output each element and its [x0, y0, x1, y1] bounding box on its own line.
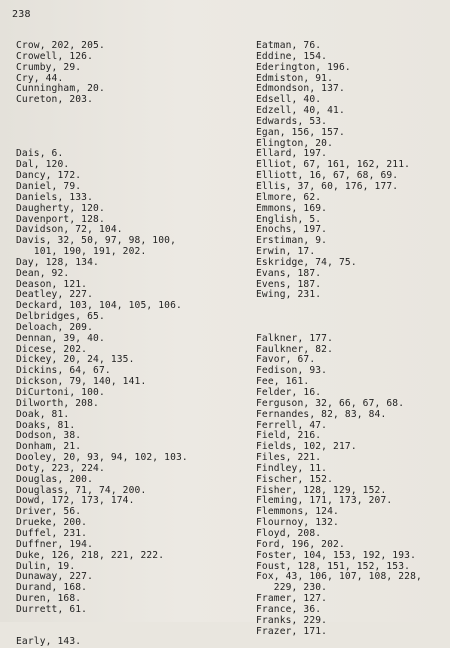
index-entry: Evens, 187. — [256, 278, 322, 290]
index-entry: Ford, 196, 202. — [256, 538, 345, 550]
index-entry: Daniel, 79. — [16, 180, 82, 192]
index-entry: Edmiston, 91. — [256, 72, 334, 84]
index-entry: Durand, 168. — [16, 582, 88, 594]
index-entry: Flournoy, 132. — [256, 517, 339, 529]
index-entry: Falkner, 177. — [256, 332, 334, 344]
index-entry: Cunningham, 20. — [16, 83, 105, 95]
index-entry: Doty, 223, 224. — [16, 462, 105, 474]
index-entry: Duffner, 194. — [16, 538, 94, 550]
index-entry: Davidson, 72, 104. — [16, 224, 123, 236]
index-entry: Cry, 44. — [16, 72, 64, 84]
index-entry: Duffel, 231. — [16, 527, 88, 539]
index-entry: Dulin, 19. — [16, 560, 76, 572]
index-entry: Crowell, 126. — [16, 50, 94, 62]
index-entry: 101, 190, 191, 202. — [16, 246, 147, 258]
index-entry: Evans, 187. — [256, 267, 322, 279]
index-entry: Erstiman, 9. — [256, 235, 328, 247]
blank-line — [16, 106, 188, 117]
index-entry: Dean, 92. — [16, 267, 70, 279]
index-entry: Elington, 20. — [256, 137, 334, 149]
index-entry: Fischer, 152. — [256, 473, 334, 485]
index-entry: Elliott, 16, 67, 68, 69. — [256, 170, 399, 182]
index-entry: Edmondson, 137. — [256, 83, 345, 95]
blank-line — [16, 627, 188, 638]
index-entry: Faulkner, 82. — [256, 343, 334, 355]
index-entry: Ferguson, 32, 66, 67, 68. — [256, 397, 405, 409]
blank-line — [256, 301, 422, 312]
index-entry: Files, 221. — [256, 452, 322, 464]
index-entry: Donham, 21. — [16, 441, 82, 453]
index-entry: Early, 143. — [16, 636, 82, 648]
index-entry: Ederington, 196. — [256, 61, 351, 73]
index-entry: Framer, 127. — [256, 593, 328, 605]
index-entry: Durrett, 61. — [16, 603, 88, 615]
index-entry: Fee, 161. — [256, 376, 310, 388]
index-entry: DiCurtoni, 100. — [16, 387, 105, 398]
index-entry: Dicese, 202. — [16, 343, 88, 355]
index-entry: Dickins, 64, 67. — [16, 365, 111, 377]
index-entry: Foster, 104, 153, 192, 193. — [256, 549, 416, 561]
index-entry: Fields, 102, 217. — [256, 441, 357, 453]
index-entry: Day, 128, 134. — [16, 256, 99, 268]
index-entry: Edzell, 40, 41. — [256, 105, 345, 117]
index-entry: Fedison, 93. — [256, 365, 328, 377]
index-entry: Ellis, 37, 60, 176, 177. — [256, 180, 399, 192]
index-entry: Edwards, 53. — [256, 115, 328, 127]
index-entry: Dickson, 79, 140, 141. — [16, 376, 147, 388]
index-entry: Enochs, 197. — [256, 224, 328, 236]
blank-line — [16, 616, 188, 627]
index-entry: Ferrell, 47. — [256, 419, 328, 431]
index-column-left — [16, 41, 188, 648]
index-entry: Doak, 81. — [16, 408, 70, 420]
index-entry: Delbridges, 65. — [16, 311, 105, 323]
index-entry: France, 36. — [256, 603, 322, 615]
index-entry: Eatman, 76. — [256, 40, 322, 51]
index-entry: Dennan, 39, 40. — [16, 332, 105, 344]
index-entry: Dunaway, 227. — [16, 571, 94, 583]
index-entry: Daugherty, 120. — [16, 202, 105, 214]
index-entry: Deckard, 103, 104, 105, 106. — [16, 300, 182, 312]
index-entry: Dickey, 20, 24, 135. — [16, 354, 135, 366]
index-entry: Dooley, 20, 93, 94, 102, 103. — [16, 452, 188, 464]
index-entry: Field, 216. — [256, 430, 322, 442]
index-entry: Egan, 156, 157. — [256, 126, 345, 138]
index-entry: Davis, 32, 50, 97, 98, 100, — [16, 235, 176, 247]
index-entry: Dowd, 172, 173, 174. — [16, 495, 135, 507]
index-entry: Franks, 229. — [256, 614, 328, 626]
index-entry: Douglass, 71, 74, 200. — [16, 484, 147, 496]
index-entry: Findley, 11. — [256, 462, 328, 474]
index-entry: Elmore, 62. — [256, 191, 322, 203]
index-entry: Daniels, 133. — [16, 191, 94, 203]
blank-line — [16, 128, 188, 139]
index-entry: Fisher, 128, 129, 152. — [256, 484, 387, 496]
page-number: 238 — [12, 9, 31, 20]
index-entry: Cureton, 203. — [16, 94, 94, 106]
index-entry: Dilworth, 208. — [16, 397, 99, 409]
index-entry: Ewing, 231. — [256, 289, 322, 301]
index-entry: Dal, 120. — [16, 159, 70, 171]
blank-line — [256, 312, 422, 323]
index-entry: Favor, 67. — [256, 354, 316, 366]
index-entry: Ellard, 197. — [256, 148, 328, 160]
index-entry: Duke, 126, 218, 221, 222. — [16, 549, 165, 561]
index-entry: Fleming, 171, 173, 207. — [256, 495, 393, 507]
index-entry: Emmons, 169. — [256, 202, 328, 214]
index-entry: Douglas, 200. — [16, 473, 94, 485]
index-entry: Crumby, 29. — [16, 61, 82, 73]
index-entry: Duren, 168. — [16, 593, 82, 605]
index-entry: Flemmons, 124. — [256, 506, 339, 518]
index-entry: Davenport, 128. — [16, 213, 105, 225]
blank-line — [16, 117, 188, 128]
index-entry: Dodson, 38. — [16, 430, 82, 442]
index-entry: Doaks, 81. — [16, 419, 76, 431]
index-entry: Felder, 16. — [256, 387, 322, 398]
index-entry: 229, 230. — [256, 582, 328, 594]
index-entry: Deason, 121. — [16, 278, 88, 290]
index-column-right — [256, 41, 422, 637]
index-entry: Fox, 43, 106, 107, 108, 228, — [256, 571, 422, 583]
index-entry: Fernandes, 82, 83, 84. — [256, 408, 387, 420]
index-entry: Drueke, 200. — [16, 517, 88, 529]
index-entry: Eskridge, 74, 75. — [256, 256, 357, 268]
index-entry: English, 5. — [256, 213, 322, 225]
index-entry: Deatley, 227. — [16, 289, 94, 301]
index-entry: Foust, 128, 151, 152, 153. — [256, 560, 411, 572]
index-entry: Crow, 202, 205. — [16, 40, 105, 51]
index-entry: Edsell, 40. — [256, 94, 322, 106]
index-entry: Dancy, 172. — [16, 170, 82, 182]
index-entry: Dais, 6. — [16, 148, 64, 160]
index-entry: Floyd, 208. — [256, 527, 322, 539]
index-entry: Erwin, 17. — [256, 246, 316, 258]
index-entry: Elliot, 67, 161, 162, 211. — [256, 159, 411, 171]
index-entry: Deloach, 209. — [16, 321, 94, 333]
index-entry: Eddine, 154. — [256, 50, 328, 62]
index-entry: Frazer, 171. — [256, 625, 328, 637]
index-entry: Driver, 56. — [16, 506, 82, 518]
